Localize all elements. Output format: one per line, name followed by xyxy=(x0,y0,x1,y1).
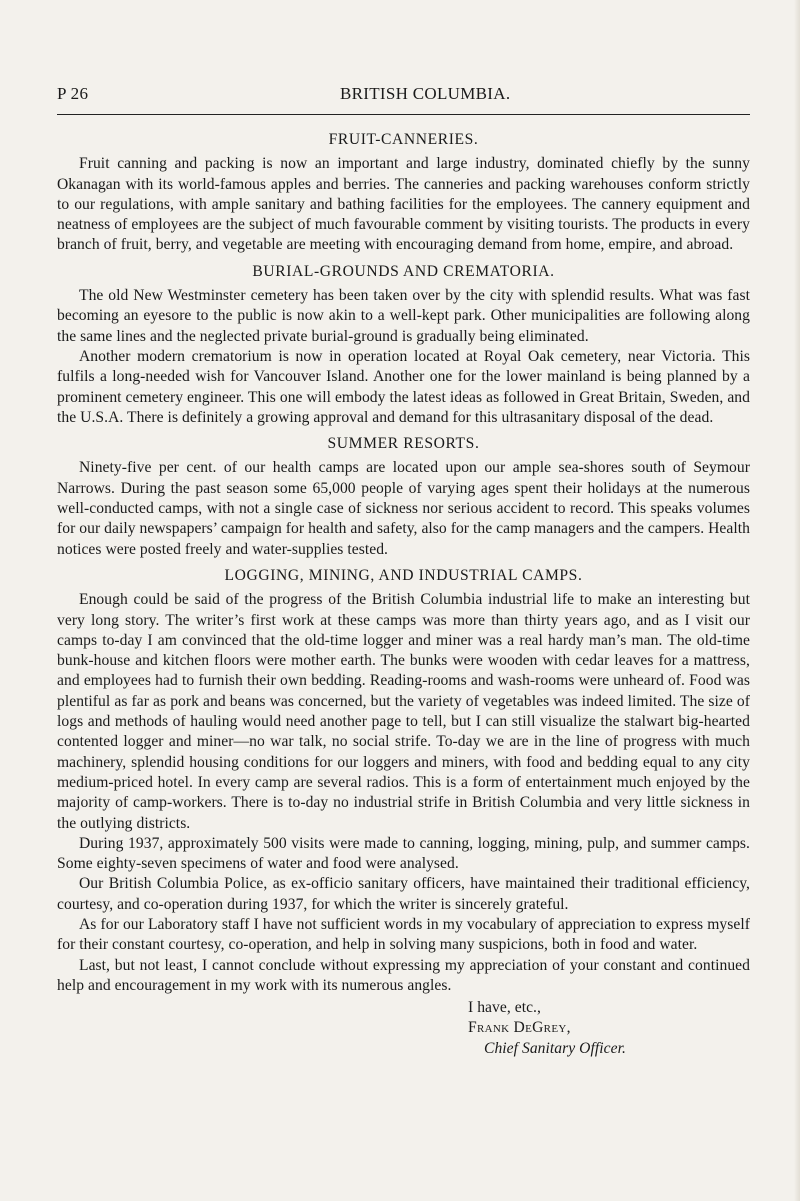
closing-line: I have, etc., xyxy=(468,999,541,1017)
signatory-title: Chief Sanitary Officer. xyxy=(484,1039,626,1057)
header-rule xyxy=(57,114,750,115)
running-head xyxy=(57,84,749,106)
section-fruit-canneries xyxy=(57,130,750,256)
paragraph: Our British Columbia Police, as ex-officio sanitary officers, have maintained their traditional efficiency, courtesy, and co-operation during 1937, for which the writer is sincerely grateful. xyxy=(57,875,750,913)
body-text xyxy=(57,130,750,1059)
paragraph: As for our Laboratory staff I have not sufficient words in my vocabulary of appreciation to express myself for their constant courtesy, co-operation, and help in solving many suspicions, both in food and water. xyxy=(57,915,750,954)
section-heading: FRUIT-CANNERIES. xyxy=(328,131,479,148)
section-heading: SUMMER RESORTS. xyxy=(327,435,480,453)
paragraph: During 1937, approximately 500 visits were made to canning, logging, mining, pulp, and summer camps. Some eighty-seven specimens of water and food were analysed. xyxy=(57,834,750,873)
paragraph: Ninety-five per cent. of our health camps are located upon our ample sea-shores south of Seymour Narrows. During the past season some 65,000 people of varying ages spent their holidays at the numerous well-conducted camps, with not a single case of sickness nor serious accident to record. This speaks volumes for our daily newspapers’ campaign for health and safety, also for the camp managers and the campers. Health notices were posted freely and water-supplies tested. xyxy=(57,459,750,558)
paragraph: Another modern crematorium is now in operation located at Royal Oak cemetery, near Victoria. This fulfils a long-needed wish for Vancouver Island. Another one for the lower mainland is being planned by a prominent cemetery engineer. This one will embody the latest ideas as followed in Great Britain, Sweden, and the U.S.A. There is definitely a growing approval and demand for this ultrasanitary disposal of the dead. xyxy=(57,347,750,426)
signatory-name: Frank DeGrey, xyxy=(468,1019,571,1037)
paragraph: Enough could be said of the progress of the British Columbia industrial life to make an interesting but very long story. The writer’s first work at these camps was more than thirty years ago, and as I visit our camps to-day I am convinced that the old-time logger and miner was a real hardy man’s man. The old-time bunk-house and kitchen floors were mother earth. The bunks were wooden with cedar leaves for a mattress, and employees had to furnish their own bedding. Reading-rooms and wash-rooms were unheard of. Food was plentiful as far as pork and beans was concerned, but the variety of vegetables was indeed limited. The size of logs and methods of hauling would need another page to tell, but I can still visualize the stalwart big-hearted contented logger and miner—no war talk, no social strife. To-day we are in the line of progress with much machinery, splendid housing conditions for our loggers and miners, with food and bedding equal to any city medium-priced hotel. In every camp are several radios. This is a form of entertainment much enjoyed by the majority of camp-workers. There is to-day no industrial strife in British Columbia and very little sickness in the outlying districts. xyxy=(57,591,750,832)
section-heading: BURIAL-GROUNDS AND CREMATORIA. xyxy=(252,262,555,280)
section-industrial-camps xyxy=(57,566,750,996)
page-number: P 26 xyxy=(57,84,89,103)
page-edge-shadow xyxy=(794,0,800,1201)
section-summer-resorts xyxy=(57,434,750,560)
signoff-block xyxy=(57,998,750,1059)
paragraph: The old New Westminster cemetery has been taken over by the city with splendid results. What was fast becoming an eyesore to the public is now akin to a well-kept park. Other municipalities are following along the same lines and the neglected private burial-ground is gradually being eliminated. xyxy=(57,287,750,345)
paragraph: Fruit canning and packing is now an important and large industry, dominated chiefly by the sunny Okanagan with its world-famous apples and berries. The canneries and packing warehouses conform strictly to our regulations, with ample sanitary and bathing facilities for the employees. The cannery equipment and neatness of employees are the subject of much favourable comment by visiting tourists. The products in every branch of fruit, berry, and vegetable are meeting with encouraging demand from home, empire, and abroad. xyxy=(57,155,750,254)
section-heading: LOGGING, MINING, AND INDUSTRIAL CAMPS. xyxy=(224,566,583,584)
section-burial-grounds xyxy=(57,262,750,428)
running-head-title: BRITISH COLUMBIA. xyxy=(340,84,511,103)
paragraph: Last, but not least, I cannot conclude without expressing my appreciation of your constant and continued help and encouragement in my work with its numerous angles. xyxy=(57,956,750,994)
